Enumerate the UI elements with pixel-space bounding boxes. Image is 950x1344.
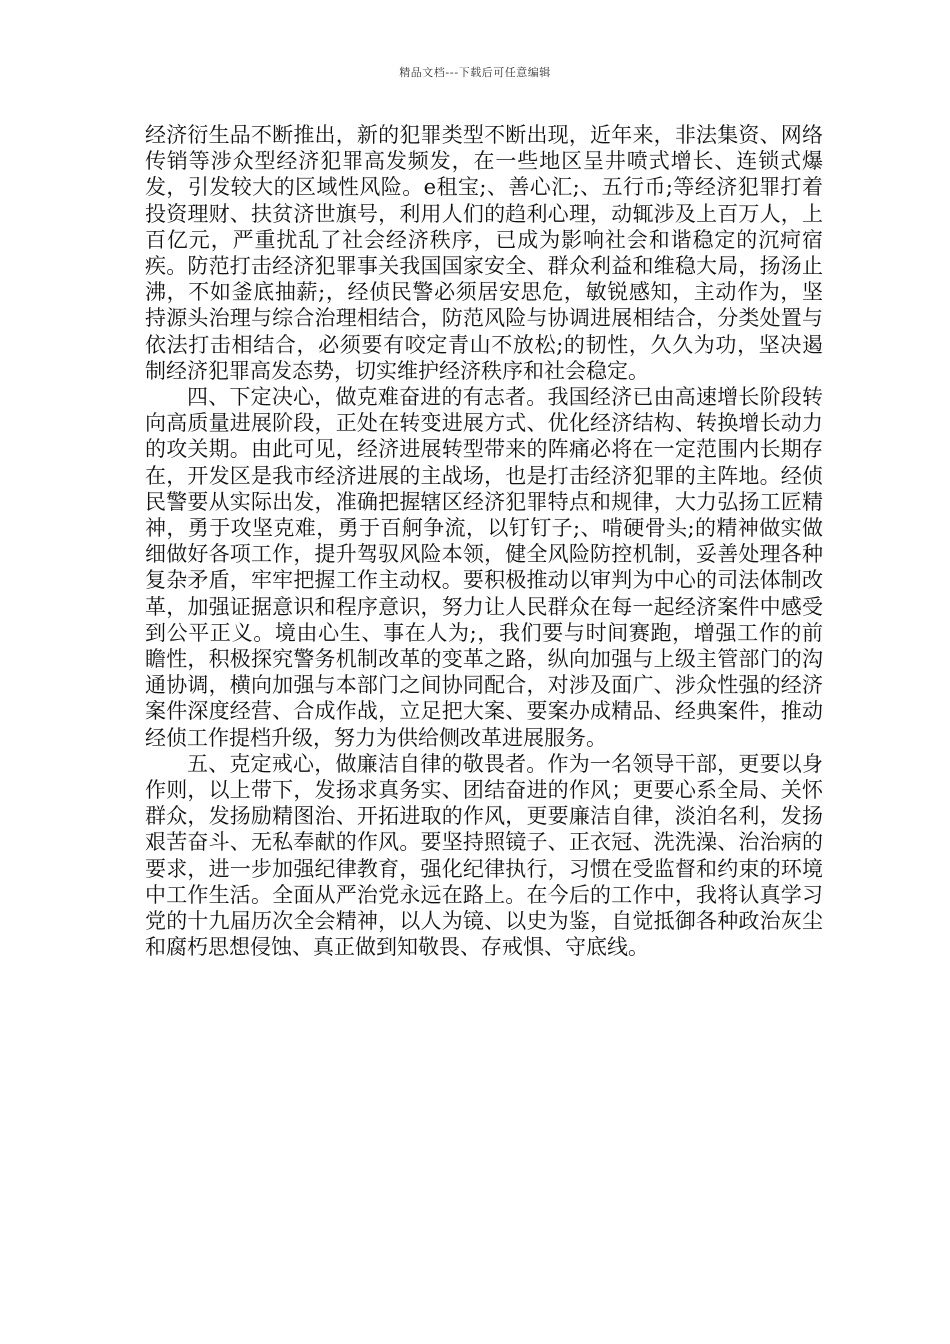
document-body [145,122,823,961]
paragraph-section-four: 四、下定决心，做克难奋进的有志者。我国经济已由高速增长阶段转向高质量进展阶段，正处在转变进展方式、优化经济结构、转换增长动力的攻关期。由此可见，经济进展转型带来的阵痛必将在一定范围内长期存在，开发区是我市经济进展的主战场，也是打击经济犯罪的主阵地。经侦民警要从实际出发，准确把握辖区经济犯罪特点和规律，大力弘扬工匠精神，勇于攻坚克难，勇于百舸争流，以钉钉子;、啃硬骨头;的精神做实做细做好各项工作，提升驾驭风险本领，健全风险防控机制，妥善处理各种复杂矛盾，牢牢把握工作主动权。要积极推动以审判为中心的司法体制改革，加强证据意识和程序意识，努力让人民群众在每一起经济案件中感受到公平正义。境由心生、事在人为;，我们要与时间赛跑，增强工作的前瞻性，积极探究警务机制改革的变革之路，纵向加强与上级主管部门的沟通协调，横向加强与本部门之间协同配合，对涉及面广、涉众性强的经济案件深度经营、合成作战，立足把大案、要案办成精品、经典案件，推动经侦工作提档升级，努力为供给侧改革进展服务。 [145,385,823,750]
page-header: 精品文档---下载后可任意编辑 [399,66,551,79]
paragraph-continued: 经济衍生品不断推出，新的犯罪类型不断出现，近年来，非法集资、网络传销等涉众型经济犯罪高发频发，在一些地区呈井喷式增长、连锁式爆发，引发较大的区域性风险。e租宝;、善心汇;、五行币;等经济犯罪打着投资理财、扶贫济世旗号，利用人们的趋利心理，动辄涉及上百万人，上百亿元，严重扰乱了社会经济秩序，已成为影响社会和谐稳定的沉疴宿疾。防范打击经济犯罪事关我国国家安全、群众利益和维稳大局，扬汤止沸，不如釜底抽薪;，经侦民警必须居安思危，敏锐感知，主动作为，坚持源头治理与综合治理相结合，防范风险与协调进展相结合，分类处置与依法打击相结合，必须要有咬定青山不放松;的韧性，久久为功，坚决遏制经济犯罪高发态势，切实维护经济秩序和社会稳定。 [145,123,823,383]
paragraph-section-five: 五、克定戒心，做廉洁自律的敬畏者。作为一名领导干部，更要以身作则，以上带下，发扬求真务实、团结奋进的作风；更要心系全局、关怀群众，发扬励精图治、开拓进取的作风，更要廉洁自律，淡泊名利，发扬艰苦奋斗、无私奉献的作风。要坚持照镜子、正衣冠、洗洗澡、治治病的要求，进一步加强纪律教育，强化纪律执行，习惯在受监督和约束的环境中工作生活。全面从严治党永远在路上。在今后的工作中，我将认真学习党的十九届历次全会精神，以人为镜、以史为鉴，自觉抵御各种政治灰尘和腐朽思想侵蚀、真正做到知敬畏、存戒惧、守底线。 [145,751,823,960]
